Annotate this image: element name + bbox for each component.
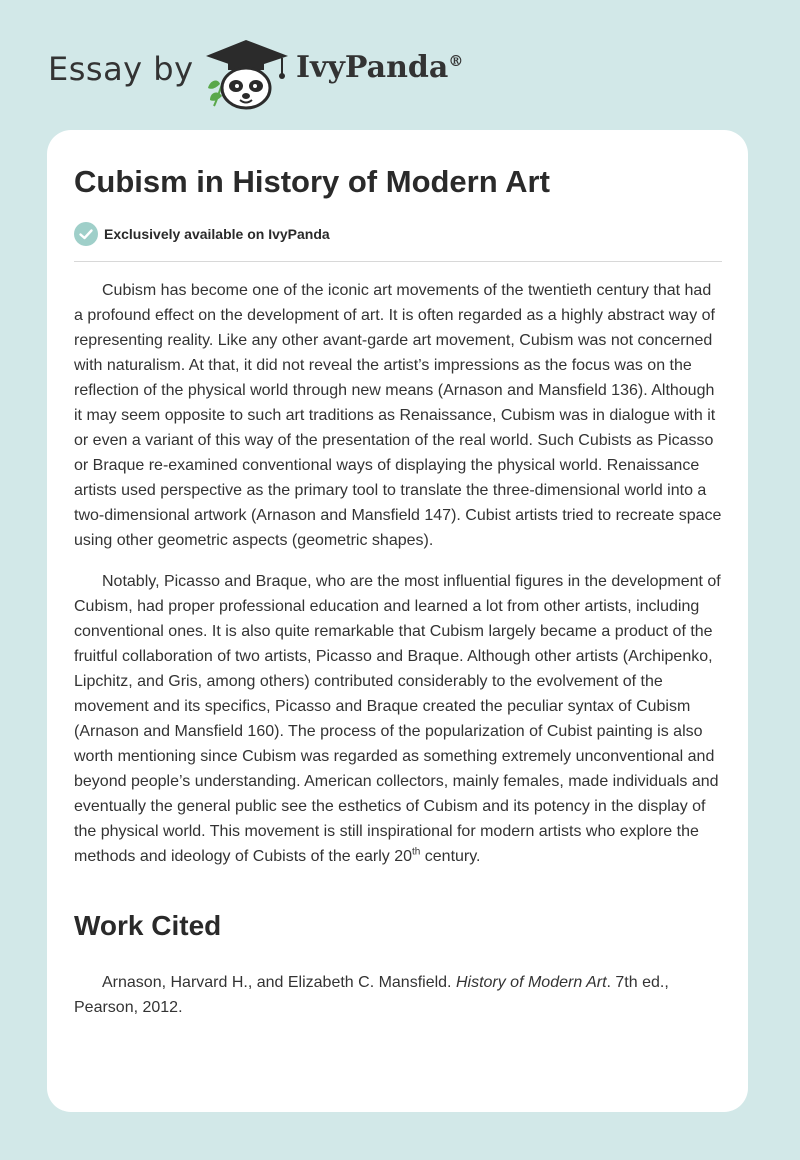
citation-publication: . 7th ed., Pearson, 2012. xyxy=(74,974,669,1016)
badge-text: Exclusively available on IvyPanda xyxy=(104,226,330,242)
paragraph-1: Cubism has become one of the iconic art movements of the twentieth century that had a profound effect on the development of art. It is often regarded as a highly abstract way of representing reality. Like any other avant-garde art movement, Cubism was not concerned with naturalism. At that, it did not reveal the artist’s impressions as the focus was on the reflection of the physical world through new means (Arnason and Mansfield 136). Although it may seem opposite to such art traditions as Renaissance, Cubism was in dialogue with it or even a variant of this way of the presentation of the real world. Such Cubists as Picasso or Braque re-examined conventional ways of displaying the physical world. Renaissance artists used perspective as the primary tool to translate the three-dimensional world into a two-dimensional artwork (Arnason and Mansfield 147). Cubist artists tried to recreate space using other geometric aspects (geometric shapes). xyxy=(74,282,722,549)
works-cited-heading: Work Cited xyxy=(74,910,222,941)
registered-mark: ® xyxy=(448,52,464,70)
divider xyxy=(74,261,722,262)
brand-name[interactable] xyxy=(296,50,463,85)
availability-badge xyxy=(74,222,330,246)
check-circle-icon xyxy=(74,222,98,246)
brand-text: IvyPanda xyxy=(296,50,449,85)
paragraph-2 xyxy=(74,569,724,869)
paragraph-2-text: Notably, Picasso and Braque, who are the most influential figures in the development of Cubism, had proper professional education and learned a lot from other artists, including conventional ones. It is also quite remarkable that Cubism largely became a product of the fruitful collaboration of two artists, Picasso and Braque. Although other artists (Archipenko, Lipchitz, and Gris, among others) contributed considerably to the evolvement of the movement and its specifics, Picasso and Braque created the peculiar syntax of Cubism (Arnason and Mansfield 160). The process of the popularization of Cubist painting is also worth mentioning since Cubism was regarded as something extremely unconventional and beyond people’s understanding. American collectors, mainly females, made individuals and eventually the general public see the esthetics of Cubism and its potency in the display of the physical world. This movement is still inspirational for modern artists who explore the methods and ideology of Cubists of the early 20 xyxy=(74,573,721,865)
essay-body xyxy=(74,278,724,885)
essay-by-label: Essay by xyxy=(48,50,194,88)
citation-book-title: History of Modern Art xyxy=(455,974,607,991)
site-header xyxy=(0,0,800,130)
citation-authors: Arnason, Harvard H., and Elizabeth C. Mansfield. xyxy=(102,974,456,991)
panda-graduation-cap-icon[interactable] xyxy=(200,36,292,110)
page-title: Cubism in History of Modern Art xyxy=(74,164,550,199)
essay-card xyxy=(47,130,748,1112)
paragraph-2-end: century. xyxy=(420,848,481,865)
citation-entry xyxy=(74,970,724,1020)
ordinal-suffix: th xyxy=(411,846,421,858)
